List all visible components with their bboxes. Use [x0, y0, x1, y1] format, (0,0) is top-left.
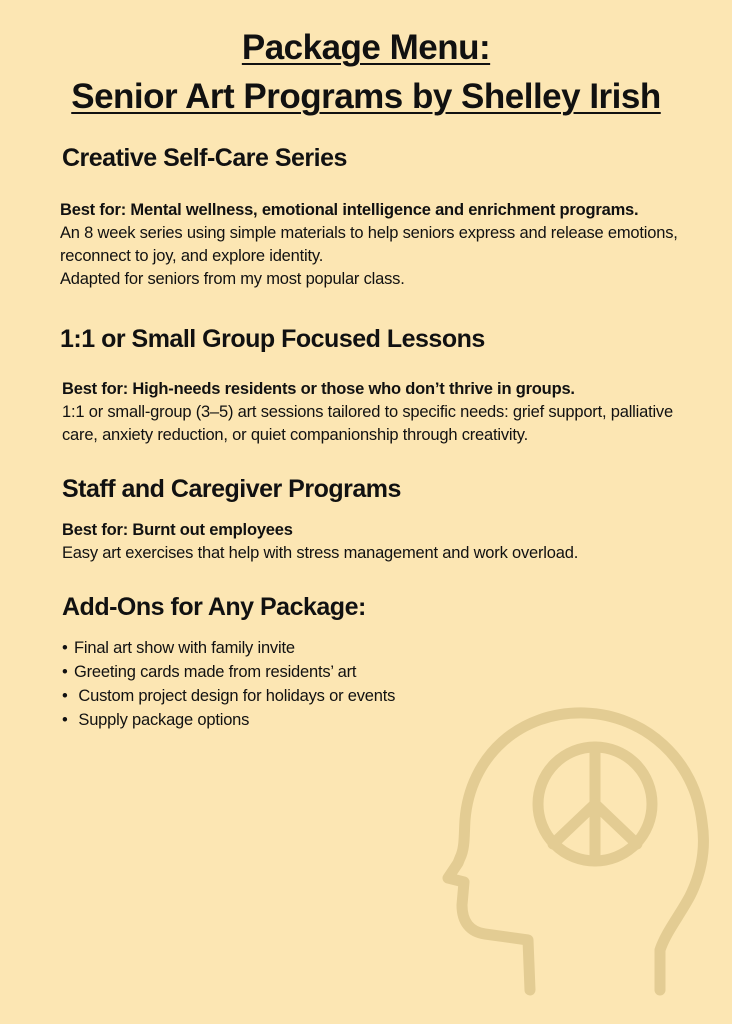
add-on-label: Supply package options [74, 711, 250, 729]
description-line: reconnect to joy, and explore identity. [60, 247, 324, 265]
list-item [62, 708, 395, 732]
list-item [62, 684, 395, 708]
description-line: Adapted for seniors from my most popular class. [60, 270, 405, 288]
list-item [62, 660, 395, 684]
head-with-peace-sign-icon [440, 700, 730, 1024]
description-line: care, anxiety reduction, or quiet companionship through creativity. [62, 426, 528, 444]
add-ons-list [62, 636, 395, 732]
bullet-icon: • [62, 711, 68, 729]
list-item [62, 636, 395, 660]
section-heading-staff-caregiver: Staff and Caregiver Programs [62, 475, 401, 503]
best-for-staff-caregiver: Best for: Burnt out employees [62, 521, 293, 539]
section-heading-creative-self-care: Creative Self-Care Series [62, 144, 347, 172]
bullet-icon: • [62, 687, 68, 705]
description-line: Easy art exercises that help with stress management and work overload. [62, 544, 579, 562]
page-title-line-2: Senior Art Programs by Shelley Irish [71, 77, 661, 116]
description-line: An 8 week series using simple materials to help seniors express and release emotions, [60, 224, 678, 242]
description-line: 1:1 or small-group (3–5) art sessions tailored to specific needs: grief support, palliative [62, 403, 673, 421]
page-title-line-1: Package Menu: [241, 28, 491, 67]
bullet-icon: • [62, 639, 68, 657]
section-heading-focused-lessons: 1:1 or Small Group Focused Lessons [60, 325, 485, 353]
bullet-icon: • [62, 663, 68, 681]
best-for-creative-self-care: Best for: Mental wellness, emotional intelligence and enrichment programs. [60, 201, 639, 219]
add-on-label: Greeting cards made from residents’ art [74, 663, 357, 681]
add-on-label: Final art show with family invite [74, 639, 295, 657]
add-on-label: Custom project design for holidays or events [74, 687, 396, 705]
best-for-focused-lessons: Best for: High-needs residents or those who don’t thrive in groups. [62, 380, 575, 398]
section-heading-add-ons: Add-Ons for Any Package: [62, 593, 366, 621]
